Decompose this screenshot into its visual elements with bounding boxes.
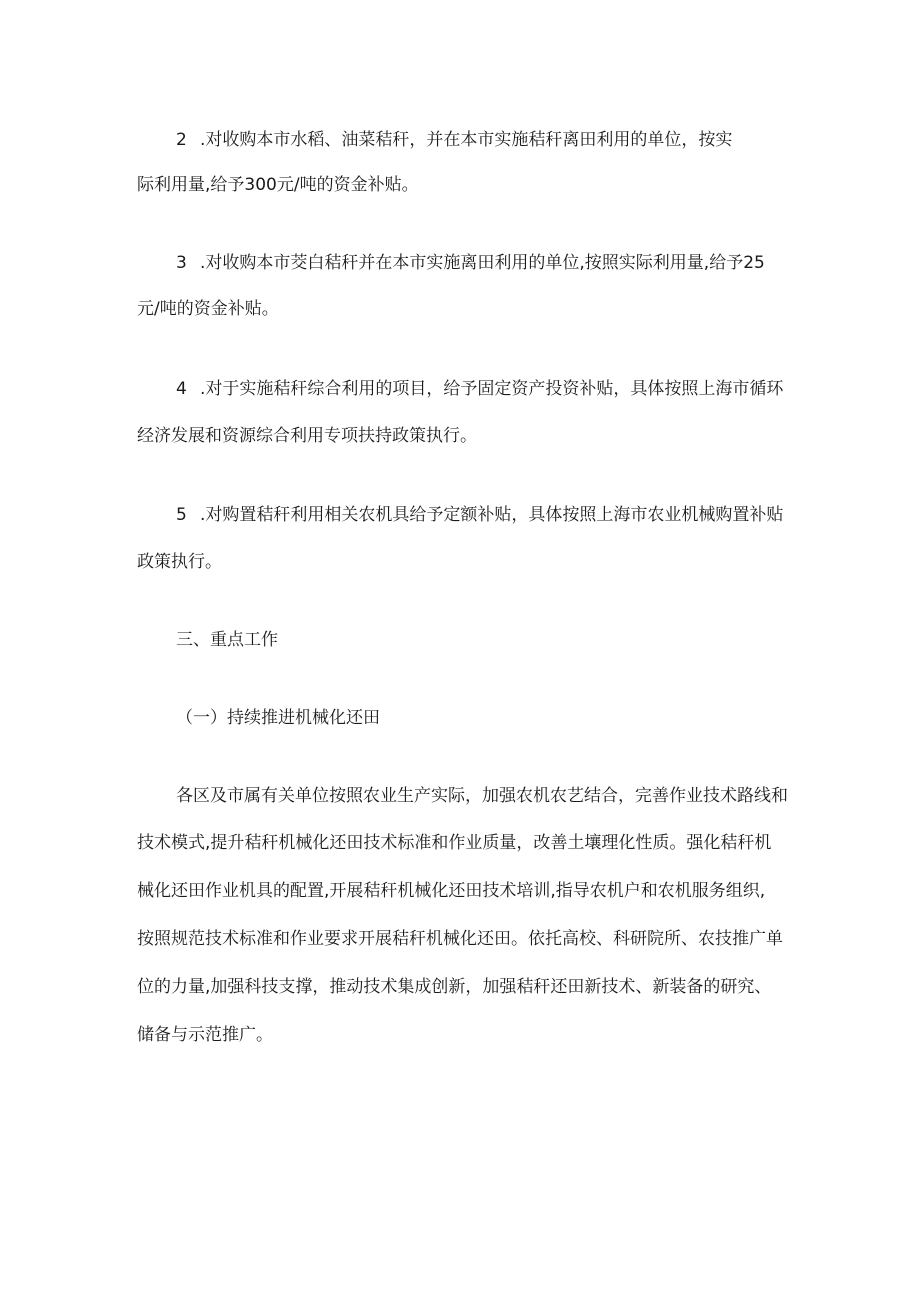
item-5-line-1 [176,503,783,527]
item-5-line-2: 政策执行。 [137,552,222,572]
item-text: .对收购本市水稻、油菜秸秆，并在本市实施秸秆离田利用的单位，按实 [200,130,733,150]
item-3-line-2: 元/吨的资金补贴。 [137,299,279,319]
item-number: 5 [176,505,187,525]
item-text: .对于实施秸秆综合利用的项目，给予固定资产投资补贴，具体按照上海市循环 [200,379,784,399]
paragraph-line-5: 位的力量,加强科技支撑，推动技术集成创新，加强秸秆还田新技术、新装备的研究、 [137,977,772,997]
paragraph-line-1: 各区及市属有关单位按照农业生产实际，加强农机农艺结合，完善作业技术路线和 [176,786,788,806]
item-text: .对收购本市茭白秸秆并在本市实施离田利用的单位,按照实际利用量,给予25 [200,253,765,273]
item-number: 4 [176,379,187,399]
section-heading: 三、重点工作 [176,630,278,650]
item-2-line-2: 际利用量,给予300元/吨的资金补贴。 [137,175,419,195]
item-3-line-1 [176,251,765,275]
paragraph-line-4: 按照规范技术标准和作业要求开展秸秆机械化还田。依托高校、科研院所、农技推广单 [137,929,783,949]
item-number: 2 [176,130,187,150]
item-2-line-1 [176,128,732,152]
paragraph-line-3: 械化还田作业机具的配置,开展秸秆机械化还田技术培训,指导农机户和农机服务组织, [137,881,766,901]
item-4-line-2: 经济发展和资源综合利用专项扶持政策执行。 [137,426,477,446]
item-text: .对购置秸秆利用相关农机具给予定额补贴，具体按照上海市农业机械购置补贴 [200,505,784,525]
subsection-heading: （一）持续推进机械化还田 [176,708,380,728]
paragraph-line-6: 储备与示范推广。 [137,1025,273,1045]
paragraph-line-2: 技术模式,提升秸秆机械化还田技术标准和作业质量，改善土壤理化性质。强化秸秆机 [137,833,772,853]
item-number: 3 [176,253,187,273]
item-4-line-1 [176,377,783,401]
